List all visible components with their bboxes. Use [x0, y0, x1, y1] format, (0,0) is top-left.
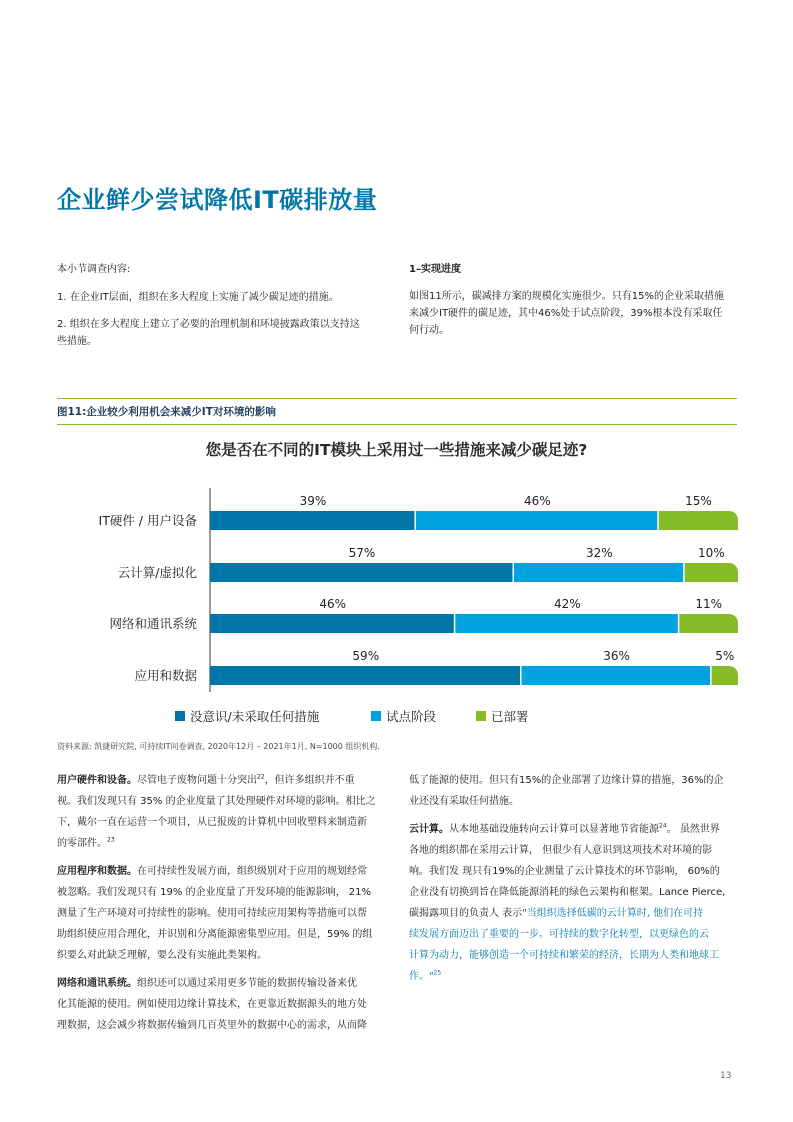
intro-section	[57, 261, 397, 350]
intro-item-2-line1: 2. 组织在多大程度上建立了必要的治理机制和环境披露政策以支持这	[57, 319, 360, 330]
progress-section	[409, 261, 749, 339]
para-line: 化其能源的使用。例如使用边缘计算技术，在更靠近数据源头的地方处	[57, 999, 367, 1010]
category-label: 云计算/虚拟化	[117, 565, 197, 580]
chart-legend	[175, 709, 529, 724]
data-label: 5%	[715, 649, 735, 663]
bar-segment-no-action	[210, 614, 454, 633]
data-label: 57%	[348, 546, 376, 560]
intro-item-2-line2: 些措施。	[57, 336, 97, 347]
para-line: 测量了生产环境对可持续性的影响。使用可持续应用架构等措施可以帮	[57, 908, 367, 919]
para-text: ，但许多组织并不重	[264, 775, 355, 786]
bar-segment-deployed	[685, 563, 738, 582]
intro-item-1: 1. 在企业IT层面，组织在多大程度上实施了减少碳足迹的措施。	[57, 292, 339, 303]
data-label: 46%	[319, 597, 347, 611]
data-label: 59%	[352, 649, 380, 663]
category-label: IT硬件 / 用户设备	[98, 513, 197, 528]
legend-label: 试点阶段	[386, 709, 437, 724]
bar-segment-no-action	[210, 563, 513, 582]
figure-title-rule	[57, 424, 737, 425]
para-apps-heading: 应用程序和数据。	[57, 866, 137, 877]
quote-text: 作。"	[409, 971, 434, 982]
data-label: 11%	[695, 597, 723, 611]
bar-segment-pilot	[416, 511, 657, 530]
left-column	[57, 770, 397, 1036]
data-label: 36%	[603, 649, 630, 663]
chart-bars	[99, 494, 738, 685]
bar-segment-no-action	[210, 666, 520, 685]
footnote-ref[interactable]: 25	[433, 969, 442, 977]
legend-label: 没意识/未采取任何措施	[190, 709, 320, 724]
footnote-ref[interactable]: 23	[107, 836, 115, 844]
progress-line-2: 来减少IT硬件的碳足迹，其中46%处于试点阶段，39%根本没有采取任	[409, 308, 723, 319]
para-text: 从本地基础设施转向云计算可以显著地节省能源	[449, 824, 659, 835]
para-line: 被忽略。我们发现只有 19% 的企业度量了开发环境的能源影响， 21%	[57, 887, 371, 898]
para-line	[57, 833, 397, 854]
para-hardware-heading: 用户硬件和设备。	[57, 775, 137, 786]
para-text: 碳揭露项目的负责人 表示	[409, 908, 523, 919]
para-apps-line1	[57, 861, 397, 882]
progress-line-1: 如图11所示，碳减排方案的规模化实施很少。只有15%的企业采取措施	[409, 291, 724, 302]
figure-title: 图11:企业较少利用机会来减少IT对环境的影响	[57, 406, 276, 418]
progress-heading: 1–实现进度	[409, 264, 461, 275]
footnote-ref[interactable]: 22	[257, 773, 265, 781]
data-label: 32%	[585, 546, 613, 560]
page-number: 13	[720, 1071, 732, 1081]
para-line: 响。我们发 现只有19%的企业测量了云计算技术的环节影响， 60%的	[409, 866, 720, 877]
legend-label: 已部署	[491, 709, 529, 724]
para-line: 业还没有采取任何措施。	[409, 796, 519, 807]
para-line: 各地的组织都在采用云计算， 但很少有人意识到这项技术对环境的影	[409, 845, 713, 856]
category-label: 网络和通讯系统	[109, 616, 197, 631]
bar-segment-deployed	[659, 511, 738, 530]
data-label: 46%	[524, 494, 551, 508]
para-network-line1	[57, 973, 397, 994]
data-label: 10%	[697, 546, 725, 560]
stacked-bar-chart	[0, 480, 793, 730]
data-label: 39%	[299, 494, 327, 508]
quote-text: "当组织选择低碳的云计算时, 他们在可持	[522, 908, 704, 919]
para-text: 在可持续性发展方面，组织级别对于应用的规划经常	[137, 866, 367, 877]
right-column	[409, 770, 749, 987]
legend-swatch	[476, 711, 486, 721]
para-cloud-line1	[409, 819, 749, 840]
chart-question: 您是否在不同的IT模块上采用过一些措施来减少碳足迹?	[205, 441, 588, 459]
quote-line: 计算为动力，能够创造一个可持续和繁荣的经济，长期为人类和地球工	[409, 950, 719, 961]
para-line: 理数据，这会减少将数据传输到几百英里外的数据中心的需求，从而降	[57, 1020, 367, 1031]
para-cloud-heading: 云计算。	[409, 824, 449, 835]
progress-line-3: 何行动。	[409, 325, 449, 336]
bar-segment-no-action	[210, 511, 414, 530]
para-text: 尽管电子废物问题十分突出	[137, 775, 257, 786]
figure-source: 资料来源: 凯捷研究院, 可持续IT问卷调查, 2020年12月 – 2021年1月, N=1000 组织机构.	[57, 742, 380, 751]
para-text: 的零部件。	[57, 838, 107, 849]
data-label: 15%	[685, 494, 712, 508]
para-line: 视。我们发现只有 35% 的企业度量了其处理硬件对环境的影响。相比之	[57, 796, 376, 807]
para-line: 下，戴尔一直在运营一个项目，从已报废的计算机中回收塑料来制造新	[57, 817, 367, 828]
para-hardware-line1	[57, 770, 397, 791]
bar-segment-pilot	[514, 563, 683, 582]
para-text: 组织还可以通过采用更多节能的数据传输设备来优	[137, 978, 357, 989]
footnote-ref[interactable]: 24	[659, 822, 667, 830]
category-label: 应用和数据	[134, 668, 197, 683]
para-line: 低了能源的使用。但只有15%的企业部署了边缘计算的措施，36%的企	[409, 775, 724, 786]
bar-segment-deployed	[712, 666, 738, 685]
para-text: 。 虽然世界	[666, 824, 720, 835]
para-line	[409, 903, 749, 924]
para-line: 织要么对此缺乏理解，要么没有实施此类架构。	[57, 950, 267, 961]
page-title: 企业鲜少尝试降低IT碳排放量	[57, 186, 378, 214]
legend-swatch	[175, 711, 185, 721]
bar-segment-pilot	[455, 614, 678, 633]
para-line: 助组织使应用合理化，并识别和分离能源密集型应用。但是，59% 的组	[57, 929, 373, 940]
bar-segment-pilot	[522, 666, 711, 685]
para-line: 企业没有切换到旨在降低能源消耗的绿色云架构和框架。Lance Pierce,	[409, 887, 726, 898]
quote-line	[409, 966, 749, 987]
figure-top-rule	[57, 398, 737, 399]
data-label: 42%	[553, 597, 581, 611]
intro-heading: 本小节调查内容:	[57, 264, 131, 275]
bar-segment-deployed	[679, 614, 738, 633]
quote-line: 续发展方面迈出了重要的一步。可持续的数字化转型，以更绿色的云	[409, 929, 709, 940]
legend-swatch	[371, 711, 381, 721]
para-network-heading: 网络和通讯系统。	[57, 978, 137, 989]
